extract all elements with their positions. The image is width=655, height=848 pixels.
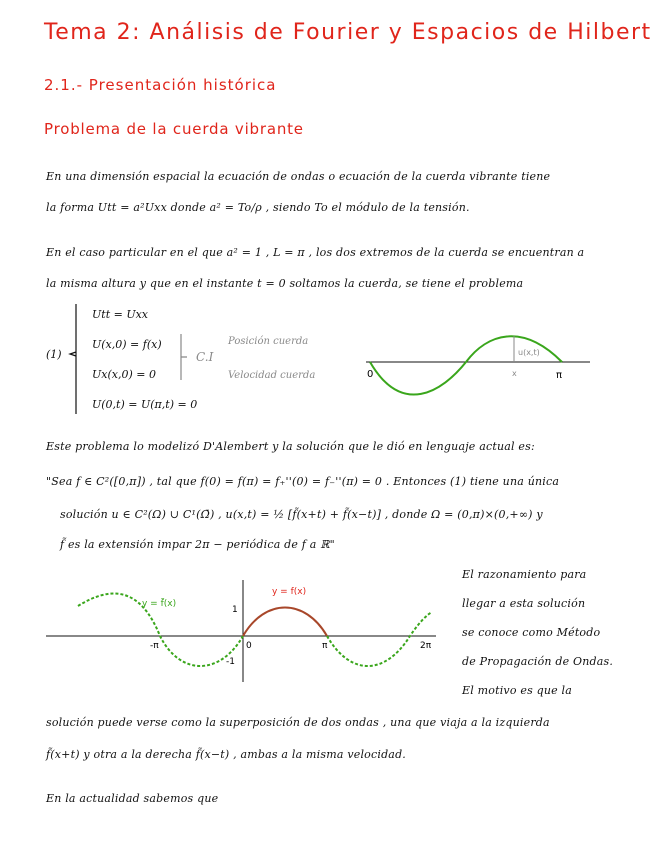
system-label: (1) — [46, 348, 62, 361]
side-line5: El motivo es que la — [462, 684, 573, 697]
u-label: u(x,t) — [518, 348, 540, 357]
problem-heading: Problema de la cuerda vibrante — [44, 120, 304, 138]
para3-line1: Este problema lo modelizó D'Alembert y la solución que le dió en lenguaje actual es: — [46, 440, 535, 453]
f-label: y = f(x) — [272, 587, 307, 597]
pi-label: π — [556, 370, 563, 381]
string-figure — [362, 322, 594, 404]
one-label: 1 — [232, 605, 238, 615]
para4-line1: solución puede verse como la superposición de dos ondas , una que viaja a la izquierda — [46, 716, 550, 729]
zero-label: 0 — [367, 369, 374, 380]
note-position: Posición cuerda — [228, 336, 309, 347]
page-title: Tema 2: Análisis de Fourier y Espacios de Hilbert — [44, 20, 652, 45]
note-velocity: Velocidad cuerda — [228, 370, 316, 381]
side-line1: El razonamiento para — [462, 568, 587, 581]
para3-line2: "Sea f ∈ C²([0,π]) , tal que f(0) = f(π) = f₊''(0) = f₋''(π) = 0 . Entonces (1) tiene una única — [46, 475, 560, 488]
para3-line4: f̃ es la extensión impar 2π − periódica de f a ℝ" — [60, 538, 335, 551]
extension-figure — [40, 576, 440, 686]
para5: En la actualidad sabemos que — [46, 792, 219, 805]
minus-pi-label: -π — [150, 641, 159, 651]
para2-line2: la misma altura y que en el instante t = 0 soltamos la cuerda, se tiene el problema — [46, 277, 524, 290]
ci-brace — [178, 332, 192, 382]
para1-line1: En una dimensión espacial la ecuación de ondas o ecuación de la cuerda vibrante tiene — [46, 170, 551, 183]
string-curve — [370, 336, 562, 394]
system-eq-boundary: U(0,t) = U(π,t) = 0 — [92, 398, 198, 411]
extension-right-curve — [327, 612, 432, 666]
f-curve — [243, 608, 327, 637]
extension-label: y = f̃(x) — [142, 599, 177, 609]
minus-one-label: -1 — [226, 657, 235, 667]
system-eq-wave: Utt = Uxx — [92, 308, 148, 321]
x-label: x — [512, 369, 517, 378]
two-pi-label: 2π — [420, 641, 432, 651]
system-brace — [66, 302, 80, 414]
side-line2: llegar a esta solución — [462, 597, 586, 610]
section-subtitle: 2.1.- Presentación histórica — [44, 76, 277, 94]
side-line3: se conoce como Método — [462, 626, 601, 639]
para3-line3: solución u ∈ C²(Ω) ∪ C¹(Ω̄) , u(x,t) = ½ [f̃(x+t) + f̃(x−t)] , donde Ω = (0,π)×(0,+∞) y — [60, 508, 543, 521]
ci-label: C.I — [196, 350, 214, 364]
system-eq-position: U(x,0) = f(x) — [92, 338, 162, 351]
para1-line2: la forma Utt = a²Uxx donde a² = To/ρ , siendo To el módulo de la tensión. — [46, 201, 470, 214]
pi-label: π — [322, 641, 328, 651]
system-eq-velocity: Ux(x,0) = 0 — [92, 368, 156, 381]
zero-label: 0 — [246, 641, 252, 651]
para4-line2: f̃(x+t) y otra a la derecha f̃(x−t) , ambas a la misma velocidad. — [46, 748, 407, 761]
side-line4: de Propagación de Ondas. — [462, 655, 614, 668]
para2-line1: En el caso particular en el que a² = 1 , L = π , los dos extremos de la cuerda se encuentran a — [46, 246, 585, 259]
